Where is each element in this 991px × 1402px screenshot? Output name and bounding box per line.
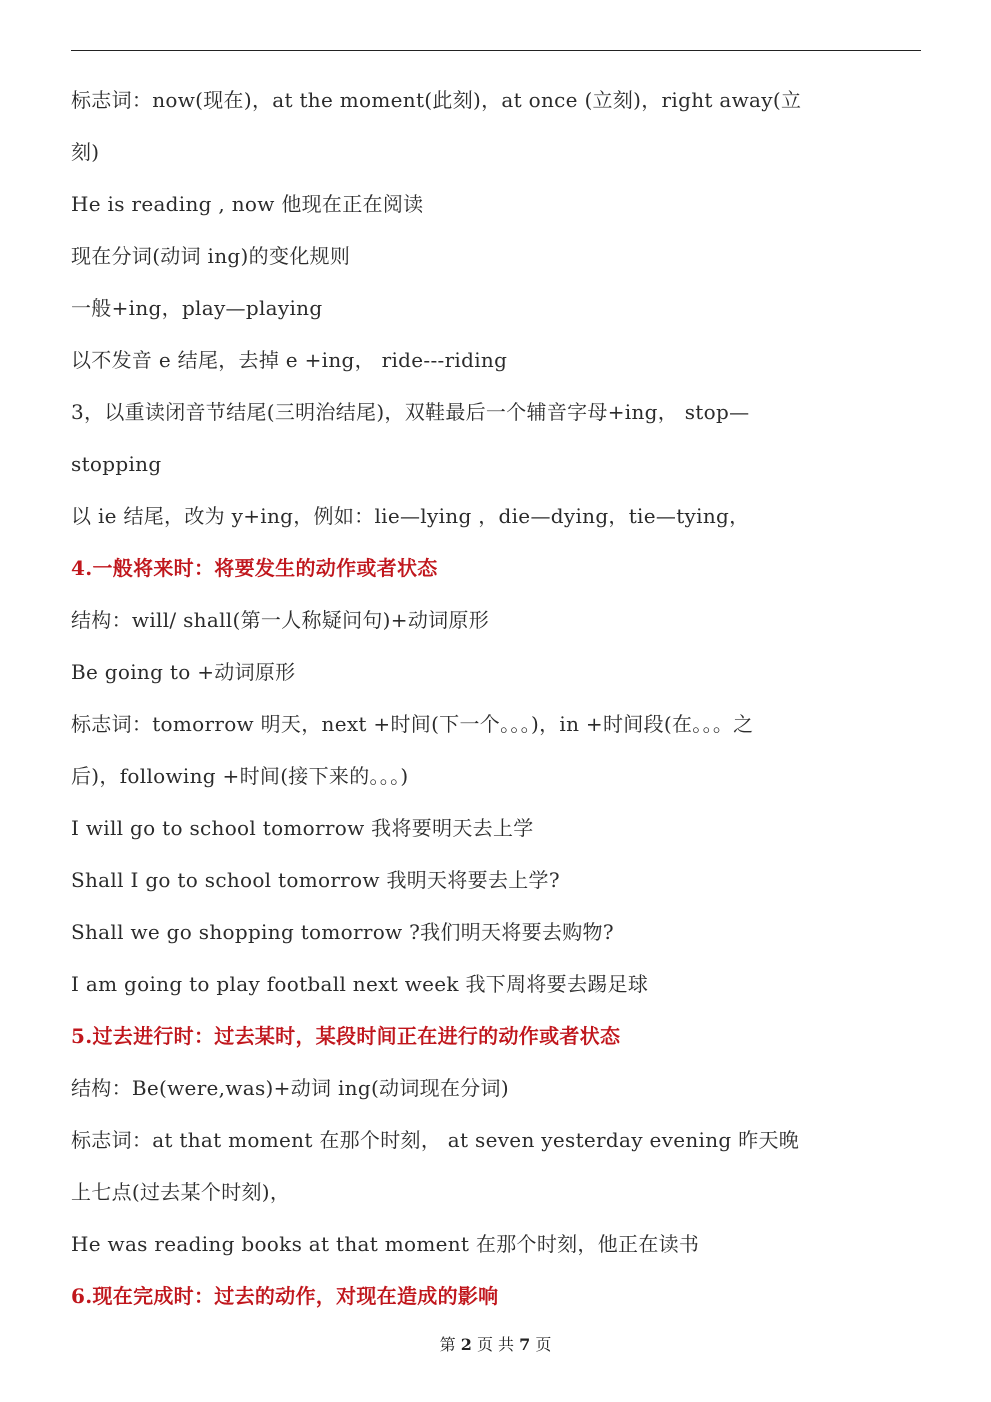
text-line: 标志词：now(现在)，at the moment(此刻)，at once (立刻)，right away(立 <box>71 88 802 112</box>
text-line: 标志词：at that moment 在那个时刻， at seven yesterday evening 昨天晚 <box>71 1128 800 1152</box>
footer-page-number: 2 <box>460 1335 472 1354</box>
text-line: Shall I go to school tomorrow 我明天将要去上学? <box>71 868 560 892</box>
header-rule <box>71 50 921 51</box>
text-line: stopping <box>71 452 162 476</box>
text-line: I am going to play football next week 我下周将要去踢足球 <box>71 972 649 996</box>
text-line: 现在分词(动词 ing)的变化规则 <box>71 244 351 268</box>
footer-total-pages: 7 <box>519 1335 531 1354</box>
page-footer <box>0 1332 991 1355</box>
text-line: Shall we go shopping tomorrow ?我们明天将要去购物? <box>71 920 614 944</box>
text-line: He was reading books at that moment 在那个时刻，他正在读书 <box>71 1232 700 1256</box>
text-line: 上七点(过去某个时刻)， <box>71 1180 291 1204</box>
text-line: I will go to school tomorrow 我将要明天去上学 <box>71 816 534 840</box>
section-heading: 6.现在完成时：过去的动作，对现在造成的影响 <box>71 1284 499 1308</box>
footer-suffix: 页 <box>535 1335 552 1354</box>
page-body <box>71 74 921 1322</box>
footer-prefix: 第 <box>439 1335 456 1354</box>
text-line: 后)，following +时间(接下来的。。。) <box>71 764 409 788</box>
text-line: He is reading , now 他现在正在阅读 <box>71 192 424 216</box>
text-line: 标志词：tomorrow 明天，next +时间(下一个。。。)，in +时间段(在。。。之 <box>71 712 754 736</box>
text-line: 以 ie 结尾，改为 y+ing，例如：lie—lying ，die—dying，tie—tying， <box>71 504 750 528</box>
text-line: 3，以重读闭音节结尾(三明治结尾)，双鞋最后一个辅音字母+ing， stop— <box>71 400 750 424</box>
text-line: 结构：Be(were,was)+动词 ing(动词现在分词) <box>71 1076 509 1100</box>
text-line: 刻) <box>71 140 100 164</box>
text-line: 结构：will/ shall(第一人称疑问句)+动词原形 <box>71 608 490 632</box>
text-line: 一般+ing，play—playing <box>71 296 323 320</box>
section-heading: 4.一般将来时：将要发生的动作或者状态 <box>71 556 438 580</box>
text-line: 以不发音 e 结尾，去掉 e +ing， ride---riding <box>71 348 508 372</box>
text-line: Be going to +动词原形 <box>71 660 296 684</box>
section-heading: 5.过去进行时：过去某时，某段时间正在进行的动作或者状态 <box>71 1024 621 1048</box>
footer-middle: 页 共 <box>476 1335 515 1354</box>
